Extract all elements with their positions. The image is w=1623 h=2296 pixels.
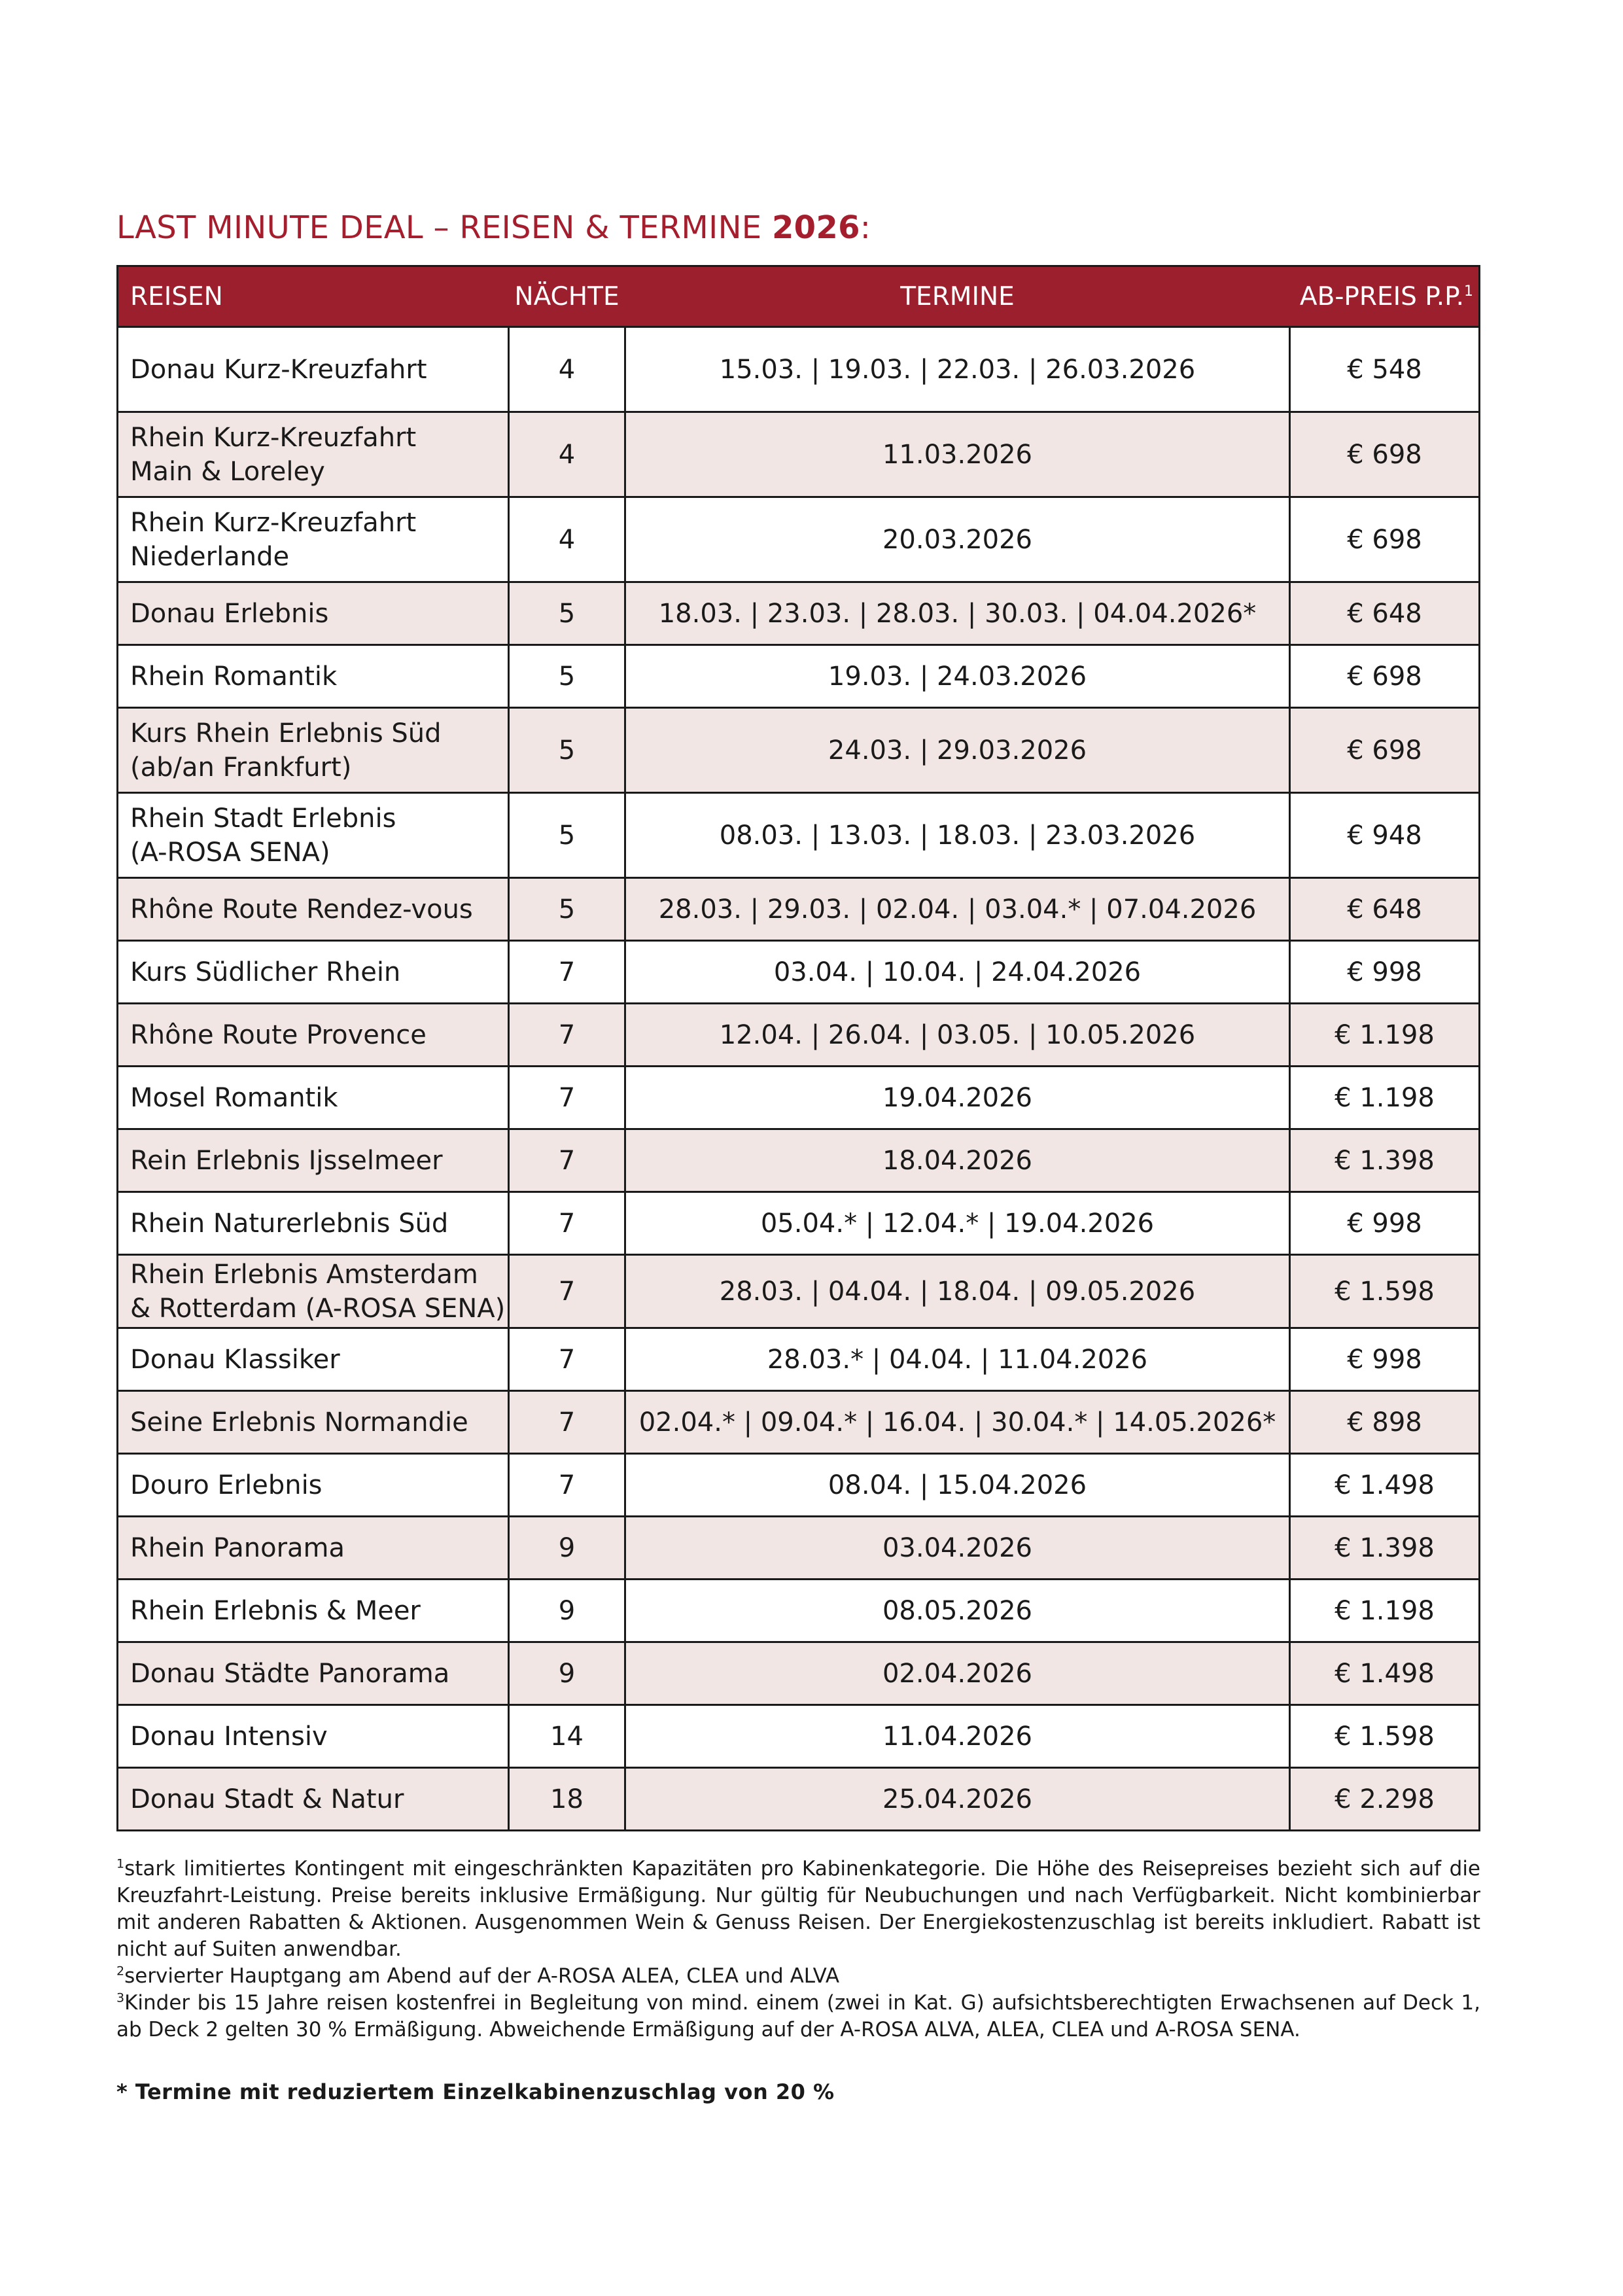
header-naechte: NÄCHTE bbox=[509, 266, 625, 327]
cell-termine: 24.03. | 29.03.2026 bbox=[625, 708, 1290, 793]
cell-termine: 02.04.2026 bbox=[625, 1642, 1290, 1705]
table-row bbox=[118, 645, 1480, 708]
cell-reise bbox=[118, 1768, 509, 1831]
cell-termine: 12.04. | 26.04. | 03.05. | 10.05.2026 bbox=[625, 1004, 1290, 1067]
cell-naechte: 14 bbox=[509, 1705, 625, 1768]
single-cabin-note: * Termine mit reduziertem Einzelkabinenzuschlag von 20 % bbox=[116, 2079, 835, 2104]
cell-naechte: 4 bbox=[509, 497, 625, 582]
cell-naechte: 7 bbox=[509, 1067, 625, 1129]
cell-naechte: 5 bbox=[509, 645, 625, 708]
cell-reise bbox=[118, 1580, 509, 1642]
table-row bbox=[118, 1129, 1480, 1192]
cell-preis: € 2.298 bbox=[1290, 1768, 1480, 1831]
title-year: 2026 bbox=[771, 209, 860, 246]
cell-reise bbox=[118, 1255, 509, 1328]
cell-termine: 28.03. | 04.04. | 18.04. | 09.05.2026 bbox=[625, 1255, 1290, 1328]
cell-reise bbox=[118, 412, 509, 497]
reise-name-line: Donau Städte Panorama bbox=[130, 1658, 450, 1689]
cell-termine: 03.04. | 10.04. | 24.04.2026 bbox=[625, 941, 1290, 1004]
cell-naechte: 4 bbox=[509, 327, 625, 412]
reise-name-line: Donau Erlebnis bbox=[130, 598, 329, 629]
cell-reise bbox=[118, 582, 509, 645]
footnotes bbox=[116, 1856, 1480, 2043]
cell-naechte: 9 bbox=[509, 1642, 625, 1705]
cell-preis: € 998 bbox=[1290, 1328, 1480, 1391]
cell-preis: € 698 bbox=[1290, 497, 1480, 582]
cell-reise bbox=[118, 327, 509, 412]
reise-name-line: & Rotterdam (A-ROSA SENA) bbox=[130, 1293, 506, 1324]
cell-reise bbox=[118, 1192, 509, 1255]
cell-naechte: 7 bbox=[509, 1454, 625, 1517]
footnote-1: $^1$stark limitiertes Kontingent mit eingeschränkten Kapazitäten pro Kabinenkategorie. Die Höhe des Reisepreises bezieht sich auf die Kreuzfahrt-Leistung. Preise bereits inklusive Ermäßigung. Nur gültig für Neubuchungen und nach Verfügbarkeit. Nicht kombinierbar mit anderen Rabatten & Aktionen. Ausgenommen Wein & Genuss Reisen. Der Energiekostenzuschlag ist bereits inkludiert. Rabatt ist nicht auf Suiten anwendbar. bbox=[116, 1856, 1480, 1961]
cell-naechte: 18 bbox=[509, 1768, 625, 1831]
cell-termine: 03.04.2026 bbox=[625, 1517, 1290, 1580]
cell-termine: 19.03. | 24.03.2026 bbox=[625, 645, 1290, 708]
cell-preis: € 1.598 bbox=[1290, 1255, 1480, 1328]
cell-reise bbox=[118, 708, 509, 793]
reise-name-line: Douro Erlebnis bbox=[130, 1470, 323, 1500]
reise-name-line: Kurs Südlicher Rhein bbox=[130, 957, 401, 987]
cell-reise bbox=[118, 1328, 509, 1391]
reise-name-line: Rhein Stadt Erlebnis bbox=[130, 803, 396, 834]
cell-termine: 11.03.2026 bbox=[625, 412, 1290, 497]
table-row bbox=[118, 1517, 1480, 1580]
cell-naechte: 5 bbox=[509, 708, 625, 793]
cell-reise bbox=[118, 793, 509, 878]
cell-naechte: 5 bbox=[509, 582, 625, 645]
table-row bbox=[118, 412, 1480, 497]
cell-reise bbox=[118, 1129, 509, 1192]
cell-termine: 25.04.2026 bbox=[625, 1768, 1290, 1831]
cell-naechte: 7 bbox=[509, 1391, 625, 1454]
cell-reise bbox=[118, 878, 509, 941]
cell-termine: 28.03. | 29.03. | 02.04. | 03.04.* | 07.04.2026 bbox=[625, 878, 1290, 941]
cell-naechte: 7 bbox=[509, 1004, 625, 1067]
reise-name-line: Donau Intensiv bbox=[130, 1721, 328, 1752]
header-reisen: REISEN bbox=[118, 266, 509, 327]
cell-termine: 18.04.2026 bbox=[625, 1129, 1290, 1192]
table-row bbox=[118, 1768, 1480, 1831]
cell-preis: € 648 bbox=[1290, 878, 1480, 941]
cell-naechte: 7 bbox=[509, 941, 625, 1004]
cell-termine: 20.03.2026 bbox=[625, 497, 1290, 582]
cell-preis: € 948 bbox=[1290, 793, 1480, 878]
cell-reise bbox=[118, 1642, 509, 1705]
cell-naechte: 5 bbox=[509, 793, 625, 878]
reise-name-line: Rhein Panorama bbox=[130, 1532, 345, 1563]
cell-naechte: 9 bbox=[509, 1580, 625, 1642]
cell-reise bbox=[118, 1705, 509, 1768]
cell-preis: € 1.398 bbox=[1290, 1129, 1480, 1192]
cell-termine: 08.04. | 15.04.2026 bbox=[625, 1454, 1290, 1517]
table-row bbox=[118, 327, 1480, 412]
cell-preis: € 1.198 bbox=[1290, 1004, 1480, 1067]
table-row bbox=[118, 582, 1480, 645]
reise-name-line: Rhein Kurz-Kreuzfahrt bbox=[130, 507, 417, 538]
cell-preis: € 1.598 bbox=[1290, 1705, 1480, 1768]
cell-naechte: 7 bbox=[509, 1192, 625, 1255]
cell-reise bbox=[118, 941, 509, 1004]
page-title: LAST MINUTE DEAL – REISEN & TERMINE 2026: bbox=[116, 209, 871, 246]
reise-name-line: Rhône Route Rendez-vous bbox=[130, 894, 473, 925]
table-row bbox=[118, 1004, 1480, 1067]
cell-naechte: 4 bbox=[509, 412, 625, 497]
cell-termine: 02.04.* | 09.04.* | 16.04. | 30.04.* | 14.05.2026* bbox=[625, 1391, 1290, 1454]
cell-termine: 18.03. | 23.03. | 28.03. | 30.03. | 04.04.2026* bbox=[625, 582, 1290, 645]
table-row bbox=[118, 1391, 1480, 1454]
table-row bbox=[118, 793, 1480, 878]
reise-name-line: Kurs Rhein Erlebnis Süd bbox=[130, 718, 442, 749]
cell-reise bbox=[118, 1517, 509, 1580]
cell-preis: € 1.498 bbox=[1290, 1642, 1480, 1705]
table-row bbox=[118, 878, 1480, 941]
reise-name-line: Seine Erlebnis Normandie bbox=[130, 1407, 468, 1438]
cell-termine: 08.03. | 13.03. | 18.03. | 23.03.2026 bbox=[625, 793, 1290, 878]
cell-naechte: 7 bbox=[509, 1255, 625, 1328]
cell-termine: 05.04.* | 12.04.* | 19.04.2026 bbox=[625, 1192, 1290, 1255]
footnote-3: $^3$Kinder bis 15 Jahre reisen kostenfrei in Begleitung von mind. einem (zwei in Kat. G) aufsichtsberechtigten Erwachsenen auf Deck 1, ab Deck 2 gelten 30 % Ermäßigung. Abweichende Ermäßigung auf der A-ROSA ALVA, ALEA, CLEA und A-ROSA SENA. bbox=[116, 1990, 1480, 2041]
table-row bbox=[118, 1642, 1480, 1705]
cell-preis: € 698 bbox=[1290, 645, 1480, 708]
header-termine: TERMINE bbox=[625, 266, 1290, 327]
cell-preis: € 998 bbox=[1290, 941, 1480, 1004]
table-row bbox=[118, 1328, 1480, 1391]
cell-naechte: 9 bbox=[509, 1517, 625, 1580]
cell-reise bbox=[118, 1067, 509, 1129]
table-row bbox=[118, 1454, 1480, 1517]
table-row bbox=[118, 1580, 1480, 1642]
reise-name-line: Donau Stadt & Natur bbox=[130, 1784, 404, 1814]
cell-preis: € 1.498 bbox=[1290, 1454, 1480, 1517]
reise-name-line: Niederlande bbox=[130, 541, 290, 572]
reise-name-line: Rhein Erlebnis & Meer bbox=[130, 1595, 421, 1626]
cell-termine: 08.05.2026 bbox=[625, 1580, 1290, 1642]
reise-name-line: Rhein Romantik bbox=[130, 661, 338, 692]
cell-naechte: 5 bbox=[509, 878, 625, 941]
cell-preis: € 698 bbox=[1290, 412, 1480, 497]
reise-name-line: Main & Loreley bbox=[130, 456, 325, 487]
table-row bbox=[118, 1067, 1480, 1129]
reise-name-line: Rhône Route Provence bbox=[130, 1019, 427, 1050]
cell-reise bbox=[118, 1004, 509, 1067]
table-row bbox=[118, 708, 1480, 793]
reise-name-line: Mosel Romantik bbox=[130, 1082, 338, 1113]
cell-termine: 28.03.* | 04.04. | 11.04.2026 bbox=[625, 1328, 1290, 1391]
cell-preis: € 548 bbox=[1290, 327, 1480, 412]
cell-reise bbox=[118, 1391, 509, 1454]
cell-naechte: 7 bbox=[509, 1328, 625, 1391]
cell-reise bbox=[118, 497, 509, 582]
reise-name-line: Rhein Erlebnis Amsterdam bbox=[130, 1259, 478, 1290]
reise-name-line: (A-ROSA SENA) bbox=[130, 837, 330, 868]
cell-termine: 19.04.2026 bbox=[625, 1067, 1290, 1129]
cell-preis: € 1.398 bbox=[1290, 1517, 1480, 1580]
cell-preis: € 898 bbox=[1290, 1391, 1480, 1454]
footnote-2: $^2$servierter Hauptgang am Abend auf der A-ROSA ALEA, CLEA und ALVA bbox=[116, 1964, 840, 1988]
reise-name-line: Rein Erlebnis Ijsselmeer bbox=[130, 1145, 443, 1176]
cell-preis: € 698 bbox=[1290, 708, 1480, 793]
cell-preis: € 1.198 bbox=[1290, 1580, 1480, 1642]
cell-preis: € 648 bbox=[1290, 582, 1480, 645]
cell-naechte: 7 bbox=[509, 1129, 625, 1192]
table-header-row bbox=[118, 266, 1480, 327]
reise-name-line: Rhein Naturerlebnis Süd bbox=[130, 1208, 449, 1239]
cell-reise bbox=[118, 1454, 509, 1517]
cell-reise bbox=[118, 645, 509, 708]
table-row bbox=[118, 497, 1480, 582]
table-row bbox=[118, 1705, 1480, 1768]
reise-name-line: Donau Klassiker bbox=[130, 1344, 340, 1375]
cell-termine: 15.03. | 19.03. | 22.03. | 26.03.2026 bbox=[625, 327, 1290, 412]
reise-name-line: (ab/an Frankfurt) bbox=[130, 752, 352, 783]
header-preis: AB-PREIS P.P.$^1$ bbox=[1290, 266, 1480, 327]
table-row bbox=[118, 1192, 1480, 1255]
reise-name-line: Rhein Kurz-Kreuzfahrt bbox=[130, 422, 417, 453]
cell-preis: € 1.198 bbox=[1290, 1067, 1480, 1129]
deals-table bbox=[116, 265, 1480, 1831]
table-row bbox=[118, 1255, 1480, 1328]
cell-preis: € 998 bbox=[1290, 1192, 1480, 1255]
table-row bbox=[118, 941, 1480, 1004]
reise-name-line: Donau Kurz-Kreuzfahrt bbox=[130, 354, 427, 385]
cell-termine: 11.04.2026 bbox=[625, 1705, 1290, 1768]
